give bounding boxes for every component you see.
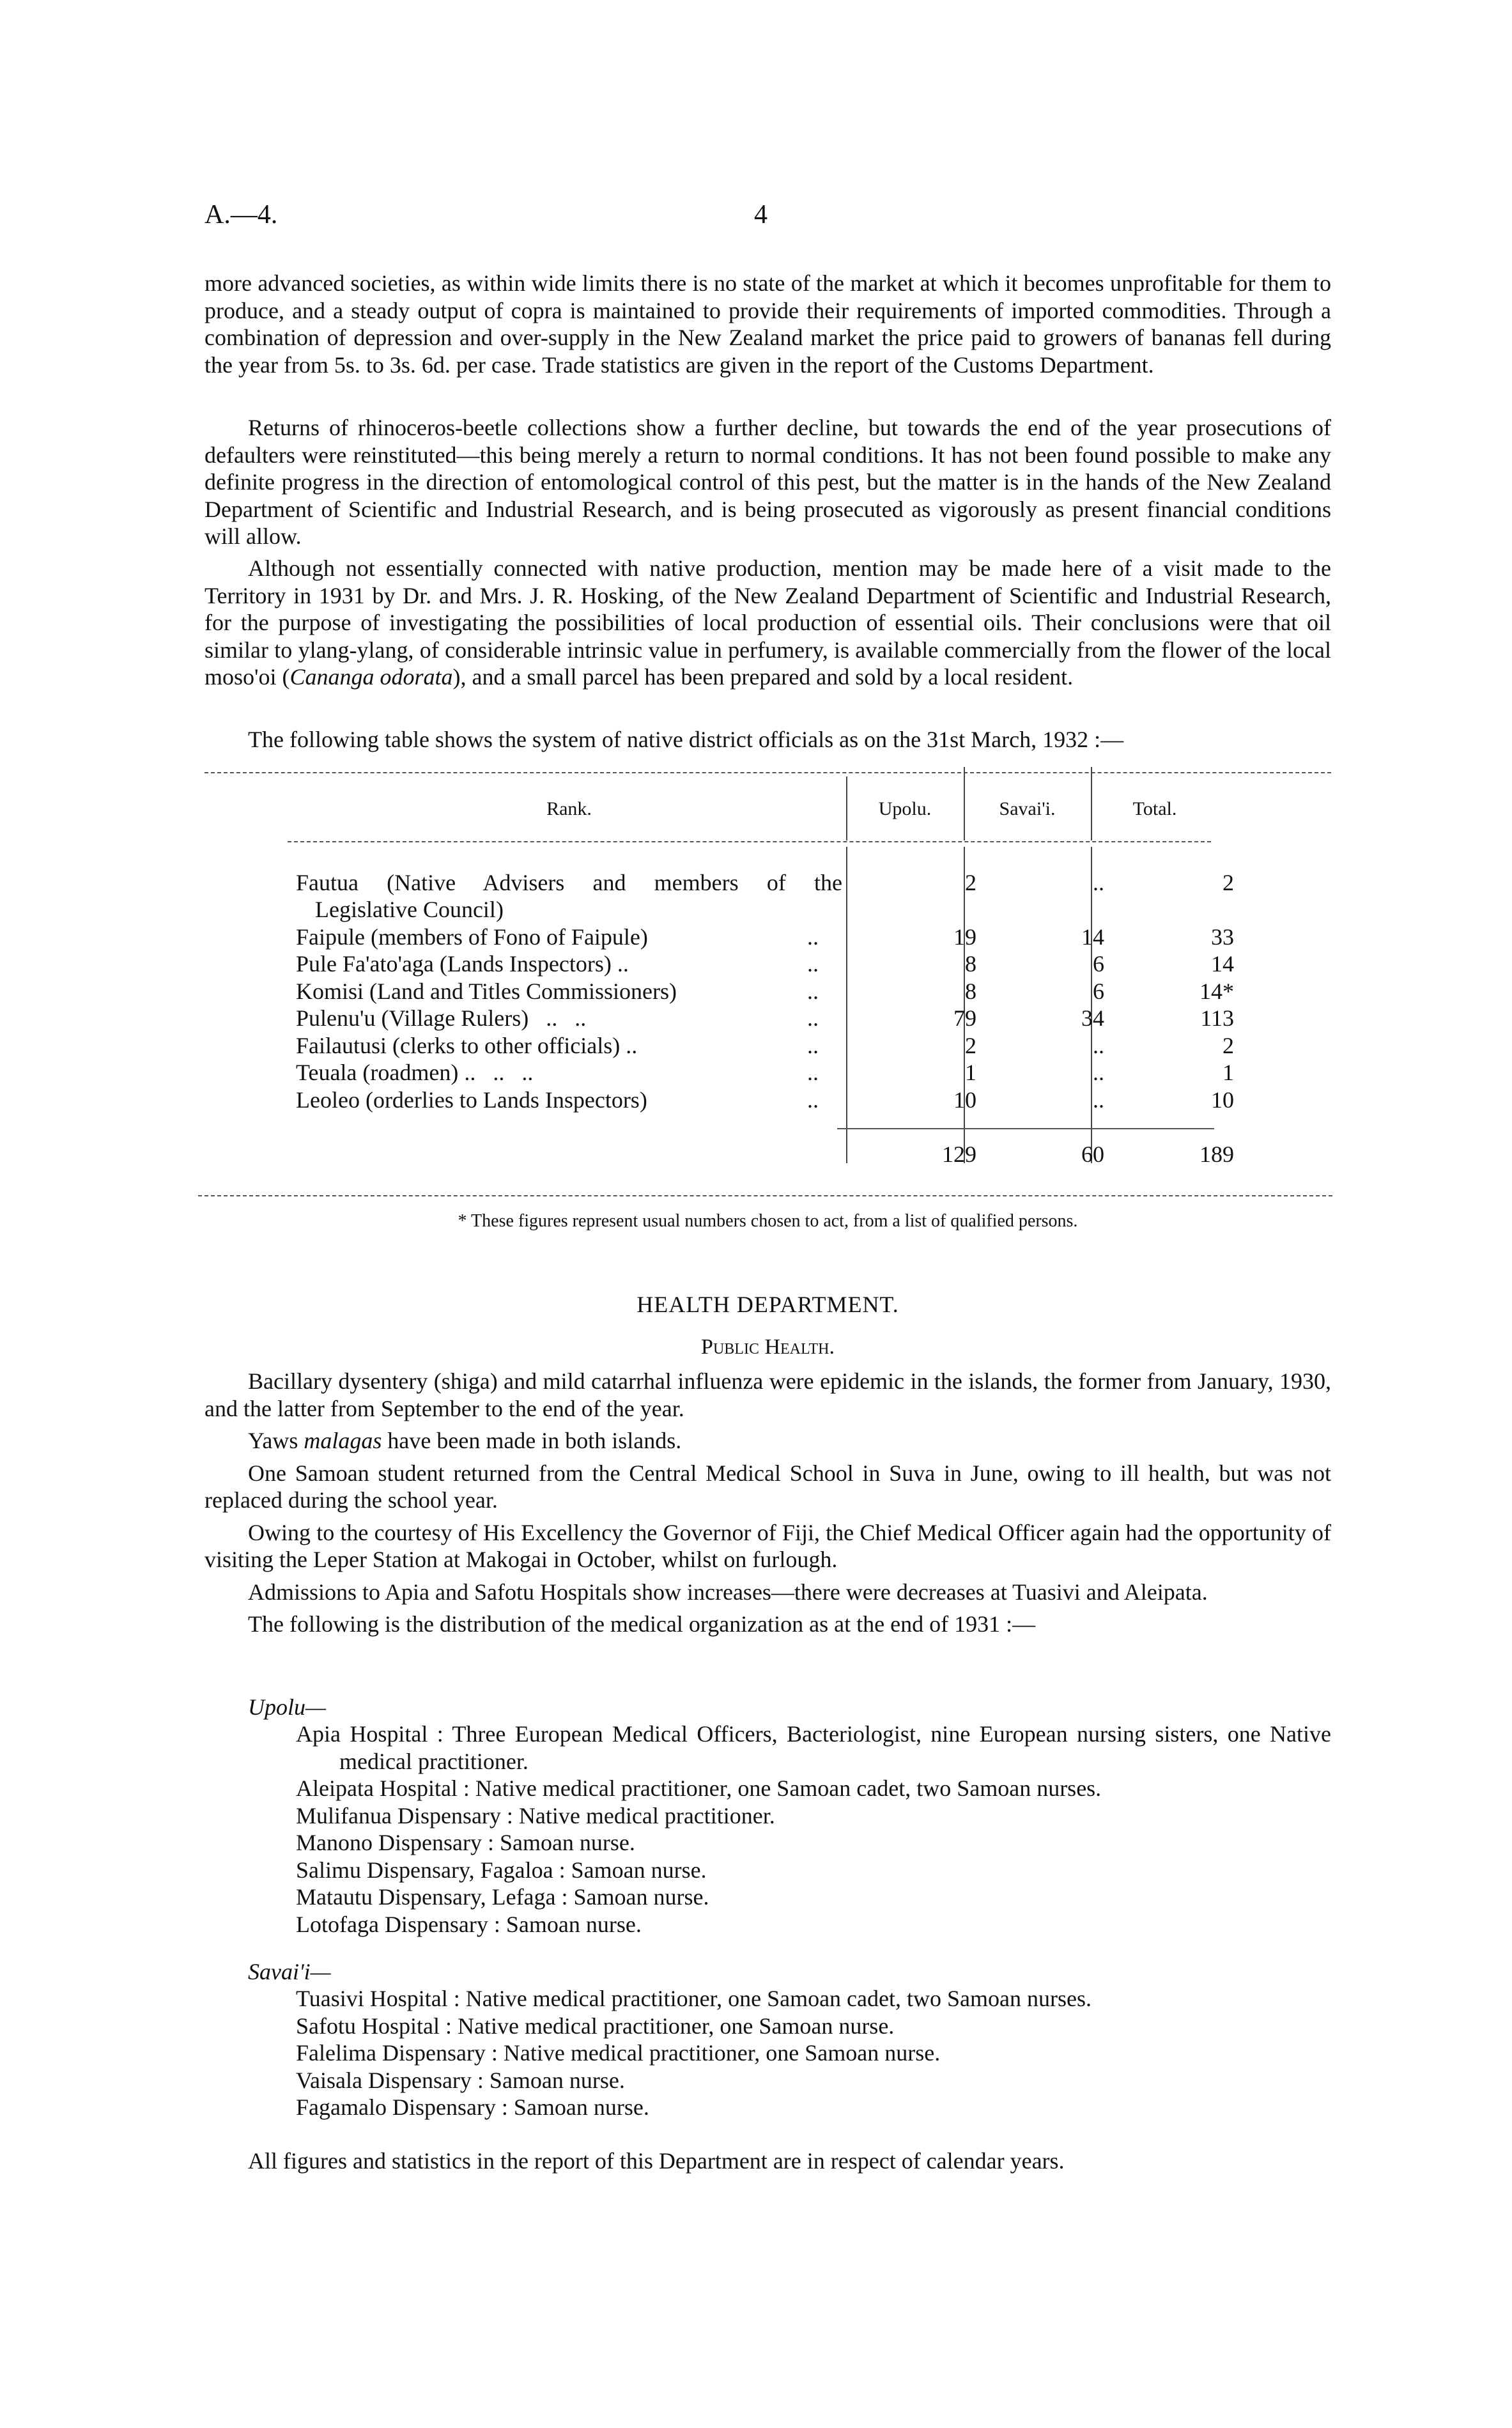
table-top-rule [204,772,1331,773]
list-item: Vaisala Dispensary : Samoan nurse. [296,2067,625,2093]
paragraph-student: One Samoan student returned from the Central Medical School in Suva in June, owing to ill health, but was not replaced during the school year. [204,1460,1331,1513]
list-item: Aleipata Hospital : Native medical practitioner, one Samoan cadet, two Samoan nurses. [296,1775,1102,1801]
list-item: Matautu Dispensary, Lefaga : Samoan nurse. [296,1884,709,1910]
header-savaii: Savai'i. [999,798,1056,819]
table-row: Pulenu'u (Village Rulers) .. .. .. 79 34 113 [296,1005,1234,1031]
upolu-label: Upolu— [248,1694,327,1720]
table-row: Faipule (members of Fono of Faipule) .. 19 14 33 [296,924,1234,950]
totals-row: 129 60 189 [942,1141,1234,1167]
header-rule [288,841,1211,842]
list-item: Fagamalo Dispensary : Samoan nurse. [296,2094,649,2120]
totals-rule [837,1128,1214,1129]
paragraph-admissions: Admissions to Apia and Safotu Hospitals show increases—there were decreases at Tuasivi and Aleipata. [248,1579,1208,1605]
table-footnote: * These figures represent usual numbers chosen to act, from a list of qualified persons. [458,1211,1078,1231]
section-subheading: Public Health. [701,1335,835,1359]
page-number: 4 [754,200,768,229]
list-item: Apia Hospital : Three European Medical Officers, Bacteriologist, nine European nursing sisters, one Native medical practitioner. [296,1721,1331,1774]
paragraph-table-intro: The following table shows the system of native district officials as on the 31st March, 1932 :— [248,727,1124,752]
table-row: Pule Fa'ato'aga (Lands Inspectors) .. .. 8 6 14 [296,951,1234,977]
paragraph-rhinoceros-beetle: Returns of rhinoceros-beetle collections show a further decline, but towards the end of the year prosecutions of defaulters were reinstituted—this being merely a return to normal conditions. It has not been found possible to make any definite progress in the direction of entomological control of this pest, but the matter is in the hands of the New Zealand Department of Scientific and Industrial Research, and is being prosecuted as vigorously as present financial conditions will allow. [204,415,1331,549]
paragraph-yaws: Yaws malagas have been made in both islands. [248,1428,682,1453]
paragraph-leper-station: Owing to the courtesy of His Excellency the Governor of Fiji, the Chief Medical Officer again had the opportunity of visiting the Leper Station at Makogai in October, whilst on furlough. [204,1519,1331,1572]
table-row: Leoleo (orderlies to Lands Inspectors) .. 10 .. 10 [296,1087,1234,1113]
list-item: Mulifanua Dispensary : Native medical practitioner. [296,1802,775,1829]
list-item: Tuasivi Hospital : Native medical practitioner, one Samoan cadet, two Samoan nurses. [296,1986,1092,2011]
section-heading: HEALTH DEPARTMENT. [636,1292,899,1317]
table-row: Fautua (Native Advisers and members of the 2 .. 2 [296,870,1234,895]
document-reference: A.—4. [204,200,278,229]
paragraph-distribution-intro: The following is the distribution of the medical organization as at the end of 1931 :— [248,1611,1036,1637]
header-upolu: Upolu. [878,798,932,819]
table-row: Teuala (roadmen) .. .. .. .. 1 .. 1 [296,1060,1234,1085]
table-bottom-rule [198,1195,1332,1196]
list-item: Lotofaga Dispensary : Samoan nurse. [296,1911,642,1937]
list-item: Falelima Dispensary : Native medical practitioner, one Samoan nurse. [296,2040,941,2066]
header-rank: Rank. [546,798,592,819]
savaii-label: Savai'i— [248,1959,331,1984]
table-row-continuation: Legislative Council) [315,897,504,922]
list-item: Safotu Hospital : Native medical practitioner, one Samoan nurse. [296,2013,895,2039]
paragraph-epidemics: Bacillary dysentery (shiga) and mild catarrhal influenza were epidemic in the islands, the former from January, 1930, and the latter from September to the end of the year. [204,1368,1331,1421]
list-item: Salimu Dispensary, Fagaloa : Samoan nurse. [296,1857,707,1883]
paragraph-essential-oils: Although not essentially connected with native production, mention may be made here of a visit made to the Territory in 1931 by Dr. and Mrs. J. R. Hosking, of the New Zealand Department of Scientific and Industrial Research, for the purpose of investigating the possibilities of local production of essential oils. Their conclusions were that oil similar to ylang-ylang, of considerable intrinsic value in perfumery, is available commercially from the flower of the local moso'oi (Cananga odorata), and a small parcel has been prepared and sold by a local resident. [204,555,1331,690]
closing-paragraph: All figures and statistics in the report of this Department are in respect of calendar years. [248,2148,1065,2174]
health-paragraphs [204,1368,1331,1638]
savaii-list [296,1985,1331,2121]
upolu-list [296,1720,1331,1938]
paragraph-copra: more advanced societies, as within wide limits there is no state of the market at which it becomes unprofitable for them to produce, and a steady output of copra is maintained to provide their requirements of imported commodities. Through a combination of depression and over-supply in the New Zealand market the price paid to growers of bananas fell during the year from 5s. to 3s. 6d. per case. Trade statistics are given in the report of the Customs Department. [204,270,1331,378]
table-row: Failautusi (clerks to other officials) .. .. 2 .. 2 [296,1033,1234,1058]
table-row: Komisi (Land and Titles Commissioners) .. 8 6 14* [296,978,1234,1004]
header-total: Total. [1132,798,1177,819]
list-item: Manono Dispensary : Samoan nurse. [296,1830,635,1855]
